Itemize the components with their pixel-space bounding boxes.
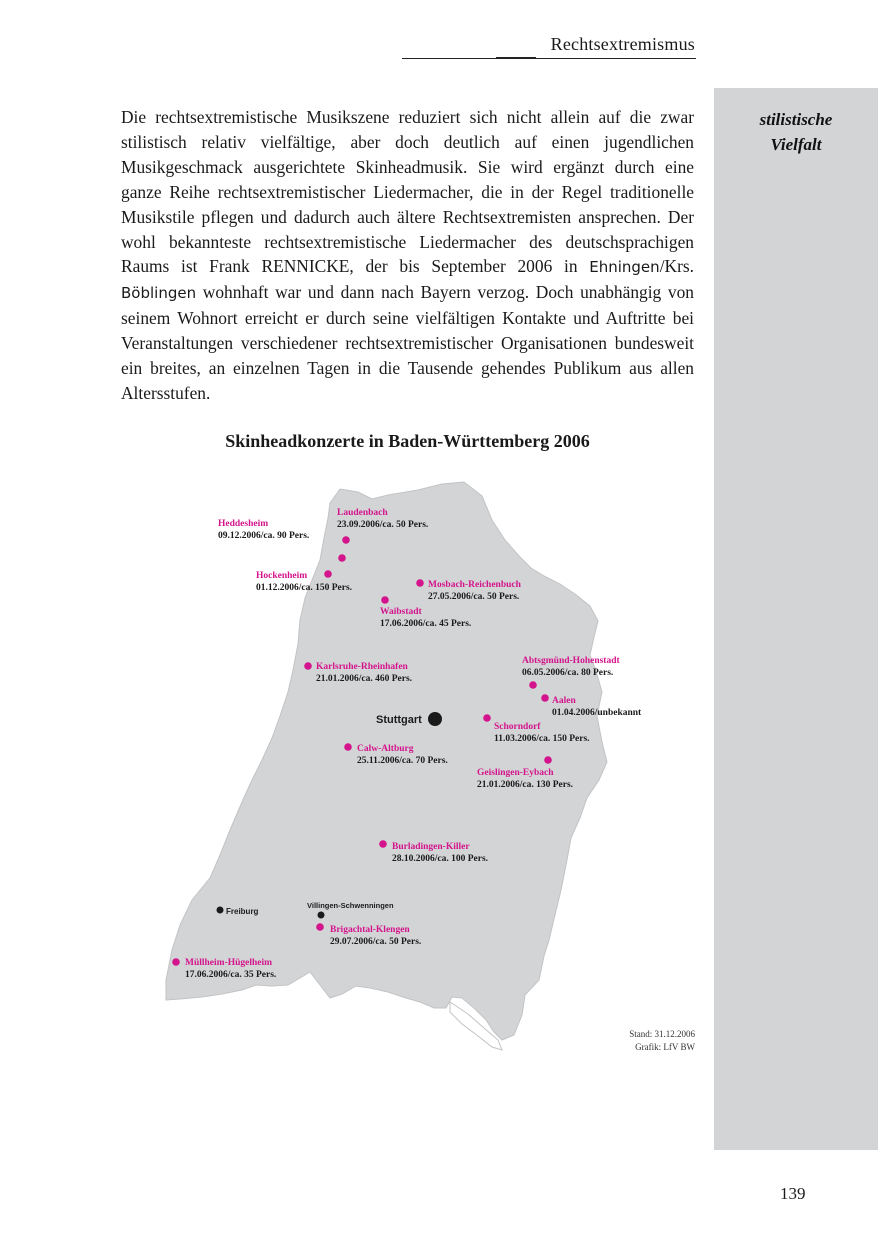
place-ehningen: Ehningen bbox=[589, 258, 660, 277]
concert-detail-brigachtal: 29.07.2006/ca. 50 Pers. bbox=[330, 937, 422, 947]
concert-detail-heddesheim: 09.12.2006/ca. 90 Pers. bbox=[218, 531, 310, 541]
header-rule-accent bbox=[496, 57, 536, 59]
concert-dot-karlsruhe bbox=[304, 662, 312, 670]
concert-dot-waibstadt bbox=[381, 596, 389, 604]
concert-place-laudenbach: Laudenbach bbox=[337, 508, 388, 518]
concert-detail-waibstadt: 17.06.2006/ca. 45 Pers. bbox=[380, 619, 472, 629]
body-text-part1: Die rechtsextremistische Musikszene reduziert sich nicht allein auf die zwar stilistisch relativ vielfältige, aber doch deutlich auf einen jugendlichen Musikgeschmack ausgerichtete Skinheadmusik. Sie wird ergänzt durch eine ganze Reihe rechtsextremistischer Liedermacher, die in der Regel traditionelle Musikstile pflegen und dadurch auch ältere Rechtsextremisten ansprechen. Der wohl bekannteste rechtsextremistische Liedermacher des deutschsprachigen Raums ist Frank RENNICKE, der bis September 2006 in bbox=[121, 107, 694, 277]
concert-place-hockenheim: Hockenheim bbox=[256, 571, 308, 581]
concert-dot-abtsgmuend bbox=[529, 681, 537, 689]
concert-place-geislingen: Geislingen-Eybach bbox=[477, 768, 554, 778]
concert-detail-laudenbach: 23.09.2006/ca. 50 Pers. bbox=[337, 520, 429, 530]
concert-detail-muellheim: 17.06.2006/ca. 35 Pers. bbox=[185, 970, 277, 980]
place-boeblingen: Böblingen bbox=[121, 284, 197, 303]
city-label-freiburg: Freiburg bbox=[226, 907, 259, 916]
map-source-note bbox=[629, 1028, 695, 1054]
concert-place-mosbach: Mosbach-Reichenbuch bbox=[428, 580, 521, 590]
body-text-part2: /Krs. bbox=[659, 256, 694, 277]
header-rule bbox=[402, 58, 696, 59]
concert-dot-aalen bbox=[541, 694, 549, 702]
city-label-villingen: Villingen-Schwenningen bbox=[307, 901, 394, 910]
concert-place-brigachtal: Brigachtal-Klengen bbox=[330, 925, 410, 935]
margin-sidebar bbox=[714, 88, 878, 1150]
concert-place-muellheim: Müllheim-Hügelheim bbox=[185, 958, 273, 968]
concert-place-aalen: Aalen bbox=[552, 696, 576, 706]
concert-place-schorndorf: Schorndorf bbox=[494, 722, 541, 732]
body-paragraph bbox=[121, 105, 694, 406]
margin-note-line2: Vielfalt bbox=[770, 135, 822, 154]
map-source-date: Stand: 31.12.2006 bbox=[629, 1029, 695, 1039]
concert-detail-calw: 25.11.2006/ca. 70 Pers. bbox=[357, 756, 448, 766]
concert-place-abtsgmuend: Abtsgmünd-Hohenstadt bbox=[522, 656, 620, 666]
running-header: Rechtsextremismus bbox=[550, 34, 695, 54]
concert-dot-burladingen bbox=[379, 840, 387, 848]
map-title: Skinheadkonzerte in Baden-Württemberg 2006 bbox=[225, 431, 590, 451]
concert-map bbox=[150, 480, 700, 1070]
concert-dot-geislingen bbox=[544, 756, 552, 764]
concert-detail-abtsgmuend: 06.05.2006/ca. 80 Pers. bbox=[522, 668, 614, 678]
city-dot-villingen bbox=[318, 912, 325, 919]
concert-detail-geislingen: 21.01.2006/ca. 130 Pers. bbox=[477, 780, 574, 790]
concert-dot-muellheim bbox=[172, 958, 180, 966]
concert-place-heddesheim: Heddesheim bbox=[218, 519, 269, 529]
body-text-part3: wohnhaft war und dann nach Bayern verzog. Doch unabhängig von seinem Wohnort erreicht er durch seine vielfältigen Kontakte und Auftritte bei Veranstaltungen verschiedener rechtsextremistischer Organisationen bundesweit ein breites, an einzelnen Tagen in die Tausende gehendes Publikum aus allen Altersstufen. bbox=[121, 282, 694, 403]
city-dot-freiburg bbox=[217, 907, 224, 914]
margin-note bbox=[714, 107, 878, 157]
city-dot-stuttgart bbox=[428, 712, 442, 726]
concert-dot-calw bbox=[344, 743, 352, 751]
concert-detail-hockenheim: 01.12.2006/ca. 150 Pers. bbox=[256, 583, 353, 593]
concert-detail-mosbach: 27.05.2006/ca. 50 Pers. bbox=[428, 592, 520, 602]
concert-dot-laudenbach bbox=[342, 536, 350, 544]
margin-note-line1: stilistische bbox=[759, 110, 833, 129]
concert-place-waibstadt: Waibstadt bbox=[380, 607, 422, 617]
concert-place-burladingen: Burladingen-Killer bbox=[392, 842, 470, 852]
concert-detail-karlsruhe: 21.01.2006/ca. 460 Pers. bbox=[316, 674, 413, 684]
concert-label-heddesheim bbox=[218, 519, 309, 541]
concert-dot-mosbach bbox=[416, 579, 424, 587]
concert-detail-schorndorf: 11.03.2006/ca. 150 Pers. bbox=[494, 734, 590, 744]
concert-dot-schorndorf bbox=[483, 714, 491, 722]
map-source-credit: Grafik: LfV BW bbox=[635, 1042, 695, 1052]
concert-dot-hockenheim bbox=[324, 570, 332, 578]
concert-detail-burladingen: 28.10.2006/ca. 100 Pers. bbox=[392, 854, 489, 864]
page-number: 139 bbox=[780, 1184, 806, 1203]
city-label-stuttgart: Stuttgart bbox=[376, 714, 422, 726]
concert-place-calw: Calw-Altburg bbox=[357, 744, 414, 754]
concert-dot-brigachtal bbox=[316, 923, 324, 931]
concert-dot-heddesheim bbox=[338, 554, 346, 562]
concert-place-karlsruhe: Karlsruhe-Rheinhafen bbox=[316, 662, 408, 672]
concert-detail-aalen: 01.04.2006/unbekannt bbox=[552, 708, 642, 718]
